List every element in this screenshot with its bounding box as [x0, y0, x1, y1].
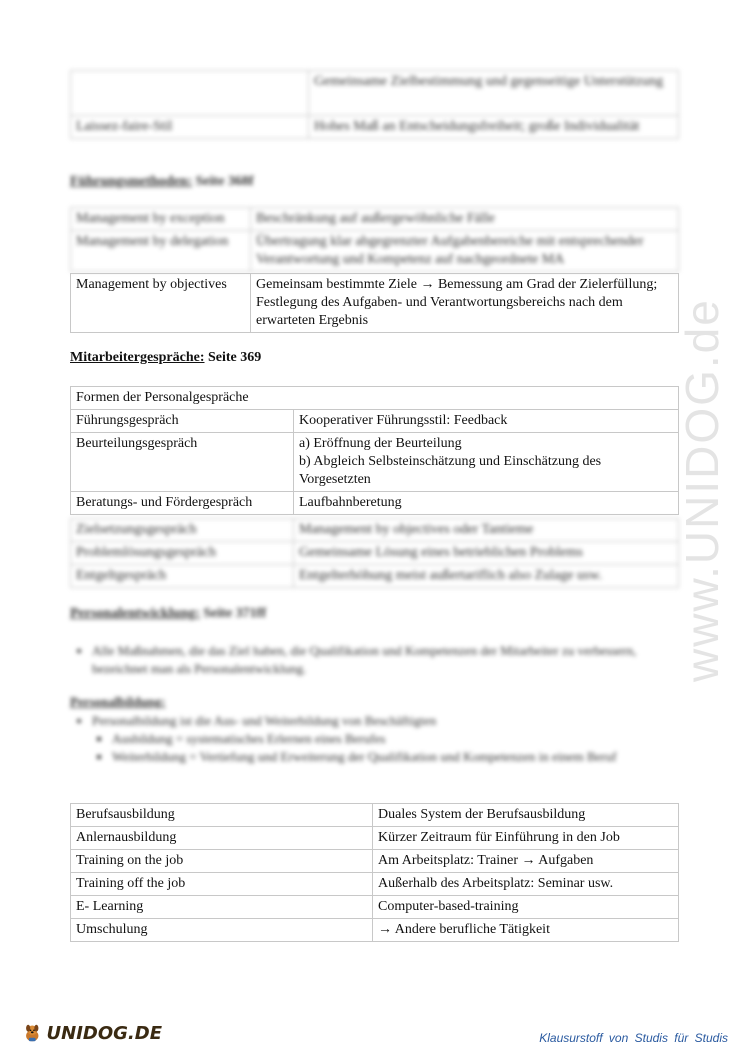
table-row — [71, 919, 679, 942]
table-row — [71, 231, 679, 272]
table-row — [71, 565, 679, 588]
table-row — [71, 410, 679, 433]
table-cell: E- Learning — [71, 896, 373, 919]
table-cell: Beurteilungsgespräch — [71, 433, 294, 492]
development-heading-label: Personalentwicklung: — [70, 606, 200, 621]
table-cell: Beratungs- und Fördergespräch — [71, 492, 294, 515]
list-item: ▪ Weiterbildung = Vertiefung und Erweiterung der Qualifikation und Kompetenzen in einem Beruf — [112, 748, 670, 766]
talks-heading — [70, 350, 261, 366]
table-cell: Management by delegation — [71, 231, 251, 272]
development-heading-page: Seite 371ff — [203, 606, 266, 621]
talks-heading-page: Seite 369 — [208, 350, 262, 365]
table-row — [71, 896, 679, 919]
table-row — [71, 433, 679, 492]
table-cell: Übertragung klar abgegrenzter Aufgabenbereiche mit entsprechender Verantwortung und Kompetenz auf nachgeordnete MA — [251, 231, 679, 272]
table-row — [71, 274, 679, 333]
training-subheading-label: Personalbildung: — [70, 694, 166, 709]
table-cell: Training on the job — [71, 850, 373, 873]
table-cell-line: b) Abgleich Selbsteinschätzung und Einschätzung des Vorgesetzten — [299, 454, 602, 487]
table-cell: Problemlösungsgespräch — [71, 542, 294, 565]
table-cell: Kürzer Zeitraum für Einführung in den Job — [373, 827, 679, 850]
dog-mascot-icon — [22, 1018, 43, 1048]
table-cell: Hohes Maß an Entscheidungsfreiheit; große Individualität — [309, 116, 679, 139]
logo-text: UNIDOG.DE — [46, 1022, 162, 1044]
table-row — [71, 873, 679, 896]
leadership-styles-table — [70, 70, 679, 139]
table-cell: Management by objectives oder Tantieme — [294, 519, 679, 542]
table-row — [71, 116, 679, 139]
table-cell: Kooperativer Führungsstil: Feedback — [294, 410, 679, 433]
training-subheading — [70, 694, 165, 710]
table-cell: Gemeinsame Zielbestimmung und gegenseitige Unterstützung — [309, 71, 679, 116]
table-cell: Gemeinsame Lösung eines betrieblichen Problems — [294, 542, 679, 565]
development-heading — [70, 606, 266, 622]
table-row — [71, 542, 679, 565]
table-row — [71, 850, 679, 873]
list-item: • Personalbildung ist die Aus- und Weiterbildung von Beschäftigten — [92, 712, 670, 730]
table-cell: Zielsetzungsgespräch — [71, 519, 294, 542]
table-cell: Anlernausbildung — [71, 827, 373, 850]
bullet-list — [70, 712, 670, 766]
table-cell: Beschränkung auf außergewöhnliche Fälle — [251, 208, 679, 231]
table-row — [71, 208, 679, 231]
bullet-list — [70, 642, 670, 678]
table-cell: Laissez-faire-Stil — [71, 116, 309, 139]
table-cell: Training off the job — [71, 873, 373, 896]
development-bullets — [70, 642, 670, 678]
training-table — [70, 803, 679, 942]
table-cell: Management by objectives — [71, 274, 251, 333]
table-cell: Duales System der Berufsausbildung — [373, 804, 679, 827]
unidog-logo[interactable] — [22, 1015, 162, 1051]
sub-bullet-list — [92, 730, 670, 766]
list-item: ▪ Ausbildung = systematisches Erlernen eines Berufes — [112, 730, 670, 748]
table-cell: Computer-based-training — [373, 896, 679, 919]
table-cell: Management by exception — [71, 208, 251, 231]
table-cell: Laufbahnberetung — [294, 492, 679, 515]
training-bullets — [70, 712, 670, 766]
table-cell: Gemeinsam bestimmte Ziele → Bemessung am Grad der Zielerfüllung; Festlegung des Aufgaben- und Verantwortungsbereichs nach dem erwarteten Ergebnis — [251, 274, 679, 333]
table-cell: Entgelterhöhung meist außertariflich also Zulage usw. — [294, 565, 679, 588]
table-cell: Umschulung — [71, 919, 373, 942]
methods-table — [70, 273, 679, 333]
table-row — [71, 827, 679, 850]
methods-table-blurred — [70, 207, 679, 272]
talks-heading-label: Mitarbeitergespräche: — [70, 350, 205, 365]
footer-tagline: Klausurstoff von Studis für Studis — [539, 1031, 728, 1045]
table-row — [71, 387, 679, 410]
methods-heading-label: Führungsmethoden: — [70, 174, 193, 189]
table-row — [71, 804, 679, 827]
table-cell: → Andere berufliche Tätigkeit — [373, 919, 679, 942]
table-row — [71, 71, 679, 116]
list-item: • Alle Maßnahmen, die das Ziel haben, die Qualifikation und Kompetenzen der Mitarbeiter zu verbessern, bezeichnet man als Personalentwicklung. — [92, 642, 670, 678]
table-cell — [71, 71, 309, 116]
table-row — [71, 519, 679, 542]
table-cell-line: a) Eröffnung der Beurteilung — [299, 436, 462, 451]
table-cell: Führungsgespräch — [71, 410, 294, 433]
watermark: www.UNIDOG.de — [676, 298, 728, 682]
table-title: Formen der Personalgespräche — [71, 387, 679, 410]
talks-table-blurred — [70, 518, 679, 588]
table-cell — [294, 433, 679, 492]
table-cell: Berufsausbildung — [71, 804, 373, 827]
talks-table — [70, 386, 679, 515]
methods-heading — [70, 174, 254, 190]
table-cell: Entgeltgespräch — [71, 565, 294, 588]
table-row — [71, 492, 679, 515]
table-cell: Am Arbeitsplatz: Trainer → Aufgaben — [373, 850, 679, 873]
methods-heading-page: Seite 368f — [195, 174, 254, 189]
table-cell: Außerhalb des Arbeitsplatz: Seminar usw. — [373, 873, 679, 896]
